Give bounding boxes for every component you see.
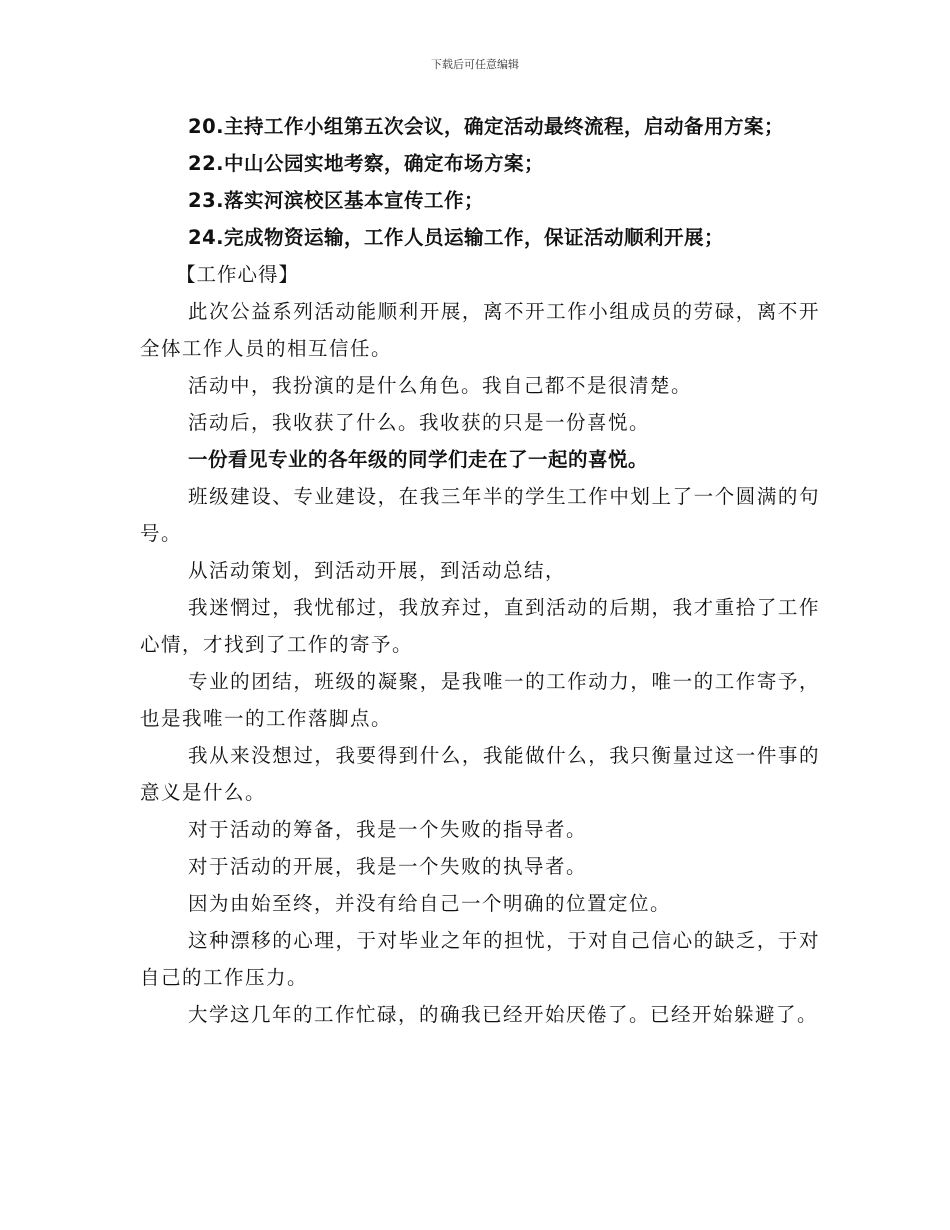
paragraph: 对于活动的开展，我是一个失败的执导者。 bbox=[188, 855, 588, 878]
paragraph: 活动后，我收获了什么。我收获的只是一份喜悦。 bbox=[188, 411, 651, 434]
paragraph: 从活动策划，到活动开展，到活动总结， bbox=[188, 559, 567, 582]
page-header: 下载后可任意编辑 bbox=[431, 58, 519, 71]
list-item-22: 22.中山公园实地考察，确定布场方案； bbox=[188, 152, 545, 175]
paragraph: 此次公益系列活动能顺利开展，离不开工作小组成员的劳碌，离不开全体工作人员的相互信任。 bbox=[140, 300, 820, 360]
paragraph: 对于活动的筹备，我是一个失败的指导者。 bbox=[188, 818, 588, 841]
paragraph: 这种漂移的心理，于对毕业之年的担忧，于对自己信心的缺乏，于对自己的工作压力。 bbox=[140, 929, 820, 989]
list-item-20: 20.主持工作小组第五次会议，确定活动最终流程，启动备用方案； bbox=[188, 115, 785, 138]
paragraph-bold: 一份看见专业的各年级的同学们走在了一起的喜悦。 bbox=[188, 448, 649, 471]
paragraph: 因为由始至终，并没有给自己一个明确的位置定位。 bbox=[188, 892, 672, 915]
paragraph: 活动中，我扮演的是什么角色。我自己都不是很清楚。 bbox=[188, 374, 693, 397]
document-body bbox=[140, 108, 820, 1033]
paragraph: 专业的团结，班级的凝聚，是我唯一的工作动力，唯一的工作寄予，也是我唯一的工作落脚点。 bbox=[140, 670, 820, 730]
paragraph: 我从来没想过，我要得到什么，我能做什么，我只衡量过这一件事的意义是什么。 bbox=[140, 744, 820, 804]
paragraph: 我迷惘过，我忧郁过，我放弃过，直到活动的后期，我才重拾了工作心情，才找到了工作的寄予。 bbox=[140, 596, 820, 656]
paragraph: 班级建设、专业建设，在我三年半的学生工作中划上了一个圆满的句号。 bbox=[140, 485, 820, 545]
paragraph: 大学这几年的工作忙碌，的确我已经开始厌倦了。已经开始躲避了。 bbox=[188, 1003, 819, 1026]
list-item-24: 24.完成物资运输，工作人员运输工作，保证活动顺利开展； bbox=[188, 226, 725, 249]
section-title: 【工作心得】 bbox=[176, 263, 300, 286]
list-item-23: 23.落实河滨校区基本宣传工作； bbox=[188, 189, 485, 212]
